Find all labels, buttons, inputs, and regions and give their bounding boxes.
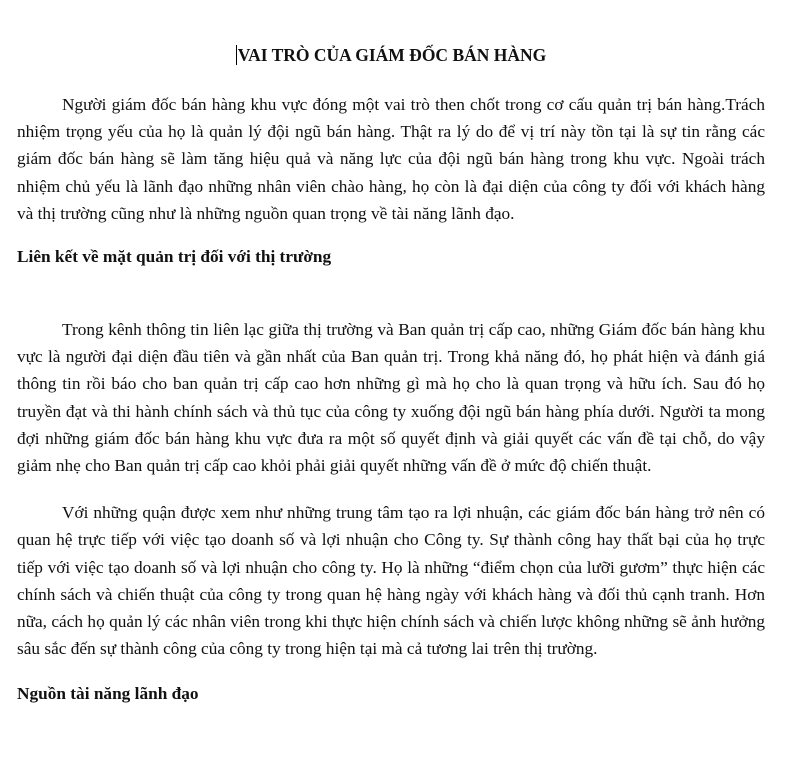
section-heading-leadership-source: Nguồn tài năng lãnh đạo bbox=[17, 684, 199, 704]
text-cursor bbox=[236, 45, 237, 65]
intro-paragraph: Người giám đốc bán hàng khu vực đóng một vai trò then chốt trong cơ cấu quản trị bán hàng.Trách nhiệm trọng yếu của họ là quản lý đội ngũ bán hàng. Thật ra lý do để vị trí này tồn tại là sự tin rằng các giám đốc bán hàng sẽ làm tăng hiệu quả và năng lực của đội ngũ bán hàng trong khu vực. Ngoài trách nhiệm chủ yếu là lãnh đạo những nhân viên chào hàng, họ còn là đại diện của công ty đối với khách hàng và thị trường cũng như là những nguồn quan trọng về tài năng lãnh đạo. bbox=[17, 95, 765, 223]
document-title-line bbox=[17, 42, 765, 69]
body-paragraph-info-channel: Trong kênh thông tin liên lạc giữa thị trường và Ban quản trị cấp cao, những Giám đốc bán hàng khu vực là người đại diện đầu tiên và gần nhất của Ban quản trị. Trong khả năng đó, họ phát hiện và đánh giá thông tin rồi báo cho ban quản trị cấp cao hơn những gì mà họ cho là quan trọng và hữu ích. Sau đó họ truyền đạt và thi hành chính sách và thủ tục của công ty xuống đội ngũ bán hàng phía dưới. Người ta mong đợi những giám đốc bán hàng khu vực đưa ra một số quyết định và giải quyết các vấn đề tại chỗ, do vậy giảm nhẹ cho Ban quản trị cấp cao khỏi phải giải quyết những vấn đề ở mức độ chiến thuật. bbox=[17, 320, 765, 476]
document-title: VAI TRÒ CỦA GIÁM ĐỐC BÁN HÀNG bbox=[237, 45, 547, 65]
section-heading-market-link: Liên kết về mặt quản trị đối với thị trường bbox=[17, 247, 332, 267]
body-paragraph-profit-centers: Với những quận được xem như những trung tâm tạo ra lợi nhuận, các giám đốc bán hàng trở nên có quan hệ trực tiếp với việc tạo doanh số và lợi nhuận cho Công ty. Sự thành công hay thất bại của họ trực tiếp với việc tạo doanh số và lợi nhuận cho công ty. Họ là những “điểm chọn của lưỡi gươm” thực hiện các chính sách và chiến thuật của công ty trong quan hệ hàng ngày với khách hàng và đối thủ cạnh tranh. Hơn nữa, cách họ quản lý các nhân viên trong khi thực hiện chính sách và chiến lược không những sẽ ảnh hưởng sâu sắc đến sự thành công của công ty trong hiện tại mà cả tương lai trên thị trường. bbox=[17, 503, 765, 659]
document-page bbox=[17, 0, 765, 707]
